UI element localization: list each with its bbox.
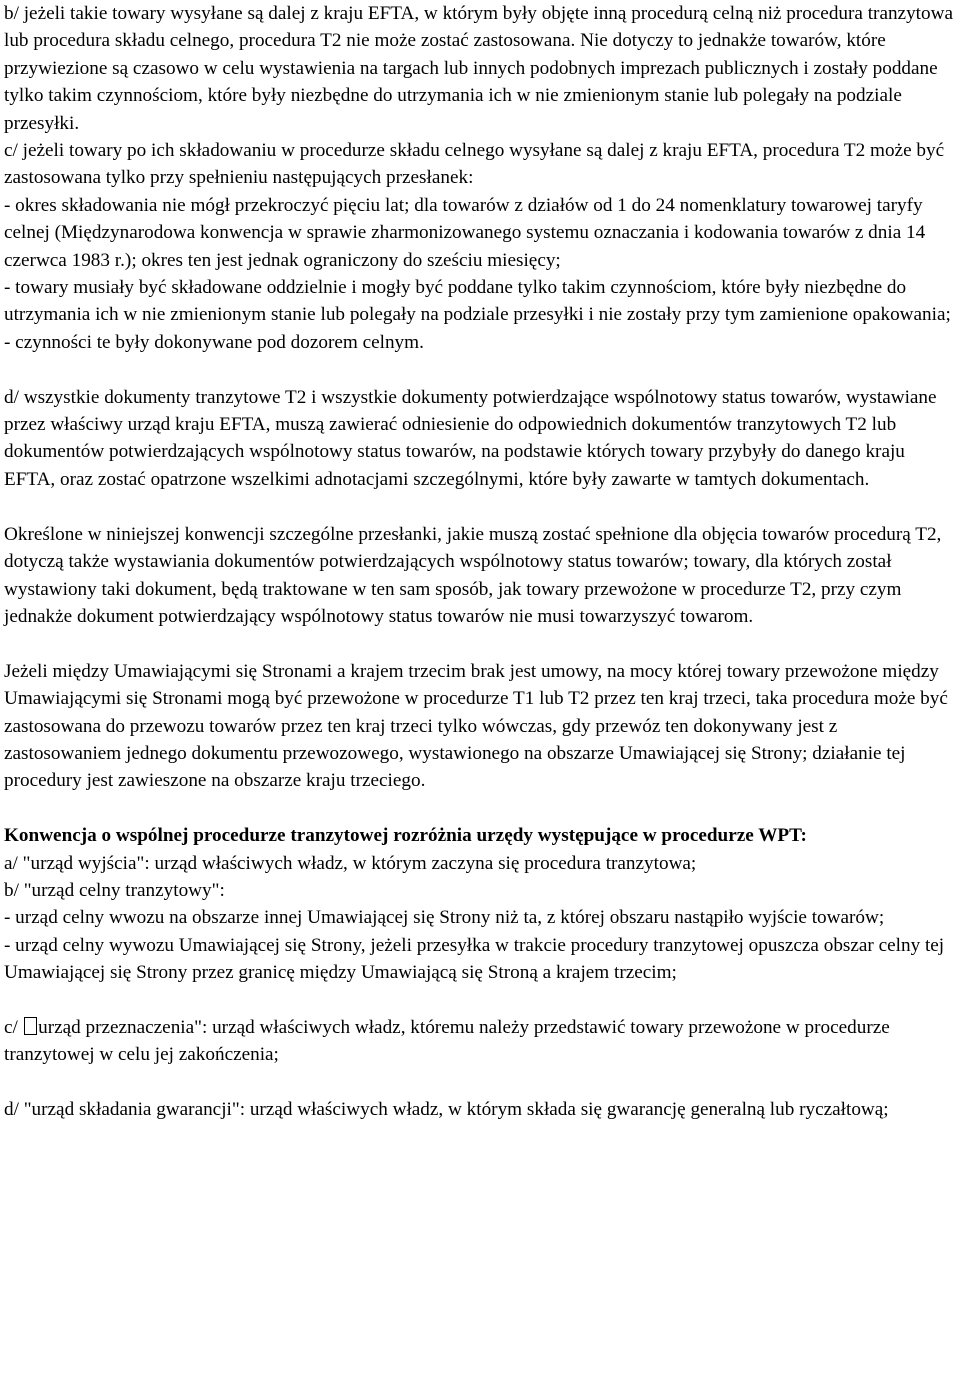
paragraph-d: d/ wszystkie dokumenty tranzytowe T2 i wszystkie dokumenty potwierdzające wspólnotowy status towarów, wystawiane przez właściwy urząd kraju EFTA, muszą zawierać odniesienie do odpowiednich dokumentów tranzytowych T2 lub dokumentów potwierdzających wspólnotowy status towarów, na podstawie których towary przybyły do danego kraju EFTA, oraz zostać opatrzone wszelkimi adnotacjami szczególnymi, które były zawarte w tamtych dokumentach. xyxy=(4,386,937,490)
office-item-d: d/ "urząd składania gwarancji": urząd właściwych władz, w którym składa się gwarancję generalną lub ryczałtową; xyxy=(4,1099,889,1121)
paragraph-c-intro: c/ jeżeli towary po ich składowaniu w procedurze składu celnego wysyłane są dalej z kraju EFTA, procedura T2 może być zastosowana tylko przy spełnieniu następujących przesłanek: xyxy=(4,140,945,189)
office-item-c xyxy=(4,1014,958,1069)
office-item-c-text: urząd przeznaczenia": urząd właściwych władz, któremu należy przedstawić towary przewożone w procedurze tranzytowej w celu jej zakończenia; xyxy=(4,1016,890,1066)
office-item-b: b/ "urząd celny tranzytowy": xyxy=(4,879,225,901)
office-item-a: a/ "urząd wyjścia": urząd właściwych władz, w którym zaczyna się procedura tranzytowa; xyxy=(4,852,697,874)
offices-section xyxy=(4,822,958,986)
office-item-b-sub-1: - urząd celny wwozu na obszarze innej Umawiającej się Strony niż ta, z której obszaru nastąpiło wyjście towarów; xyxy=(4,907,885,929)
spacer xyxy=(4,987,958,1014)
paragraph-okreslone: Określone w niniejszej konwencji szczególne przesłanki, jakie muszą zostać spełnione dla objęcia towarów procedurą T2, dotyczą także wystawiania dokumentów potwierdzających wspólnotowy status towarów; towary, dla których został wystawiony taki dokument, będą traktowane w ten sam sposób, jak towary przewożone w procedurze T2, przy czym jednakże dokument potwierdzający wspólnotowy status towarów nie musi towarzyszyć towarom. xyxy=(4,523,942,627)
section-heading: Konwencja o wspólnej procedurze tranzytowej rozróżnia urzędy występujące w procedurze WPT: xyxy=(4,825,807,847)
office-item-c-prefix: c/ xyxy=(4,1016,23,1038)
missing-glyph-box xyxy=(24,1017,37,1035)
paragraph-c xyxy=(4,137,958,356)
paragraph-c-item-1: - okres składowania nie mógł przekroczyć pięciu lat; dla towarów z działów od 1 do 24 nomenklatury towarowej taryfy celnej (Międzynarodowa konwencja w sprawie zharmonizowanego systemu oznaczania i kodowania towarów z dnia 14 czerwca 1983 r.); okres ten jest jednak ograniczony do sześciu miesięcy; xyxy=(4,194,926,271)
spacer xyxy=(4,795,958,822)
spacer xyxy=(4,1069,958,1096)
paragraph-b xyxy=(4,0,958,137)
paragraph-c-item-2: - towary musiały być składowane oddzielnie i mogły być poddane tylko takim czynnościom, które były niezbędne do utrzymania ich w nie zmienionym stanie lub polegały na podziale przesyłki i nie zostały przy tym zamienione opakowania; xyxy=(4,277,951,326)
paragraph-b-text: b/ jeżeli takie towary wysyłane są dalej z kraju EFTA, w którym były objęte inną procedurą celną niż procedura tranzytowa lub procedura składu celnego, procedura T2 nie może zostać zastosowana. Nie dotyczy to jednakże towarów, które przywiezione są czasowo w celu wystawienia na targach lub innych podobnych imprezach publicznych i zostały poddane tylko takim czynnościom, które były niezbędne do utrzymania ich w nie zmienionym stanie lub polegały na podziale przesyłki. xyxy=(4,3,953,134)
spacer xyxy=(4,493,958,520)
paragraph-jezeli: Jeżeli między Umawiającymi się Stronami a krajem trzecim brak jest umowy, na mocy której towary przewożone między Umawiającymi się Stronami mogą być przewożone w procedurze T1 lub T2 przez ten kraj trzeci, taka procedura może być zastosowana do przewozu towarów przez ten kraj trzeci tylko wówczas, gdy przewóz ten dokonywany jest z zastosowaniem jednego dokumentu przewozowego, wystawionego na obszarze Umawiającej się Strony; działanie tej procedury jest zawieszone na obszarze kraju trzeciego. xyxy=(4,660,948,792)
office-item-b-sub-2: - urząd celny wywozu Umawiającej się Strony, jeżeli przesyłka w trakcie procedury tranzytowej opuszcza obszar celny tej Umawiającej się Strony przez granicę między Umawiającą się Stroną a krajem trzecim; xyxy=(4,934,945,984)
spacer xyxy=(4,356,958,383)
paragraph-c-item-3: - czynności te były dokonywane pod dozorem celnym. xyxy=(4,331,424,353)
spacer xyxy=(4,630,958,657)
